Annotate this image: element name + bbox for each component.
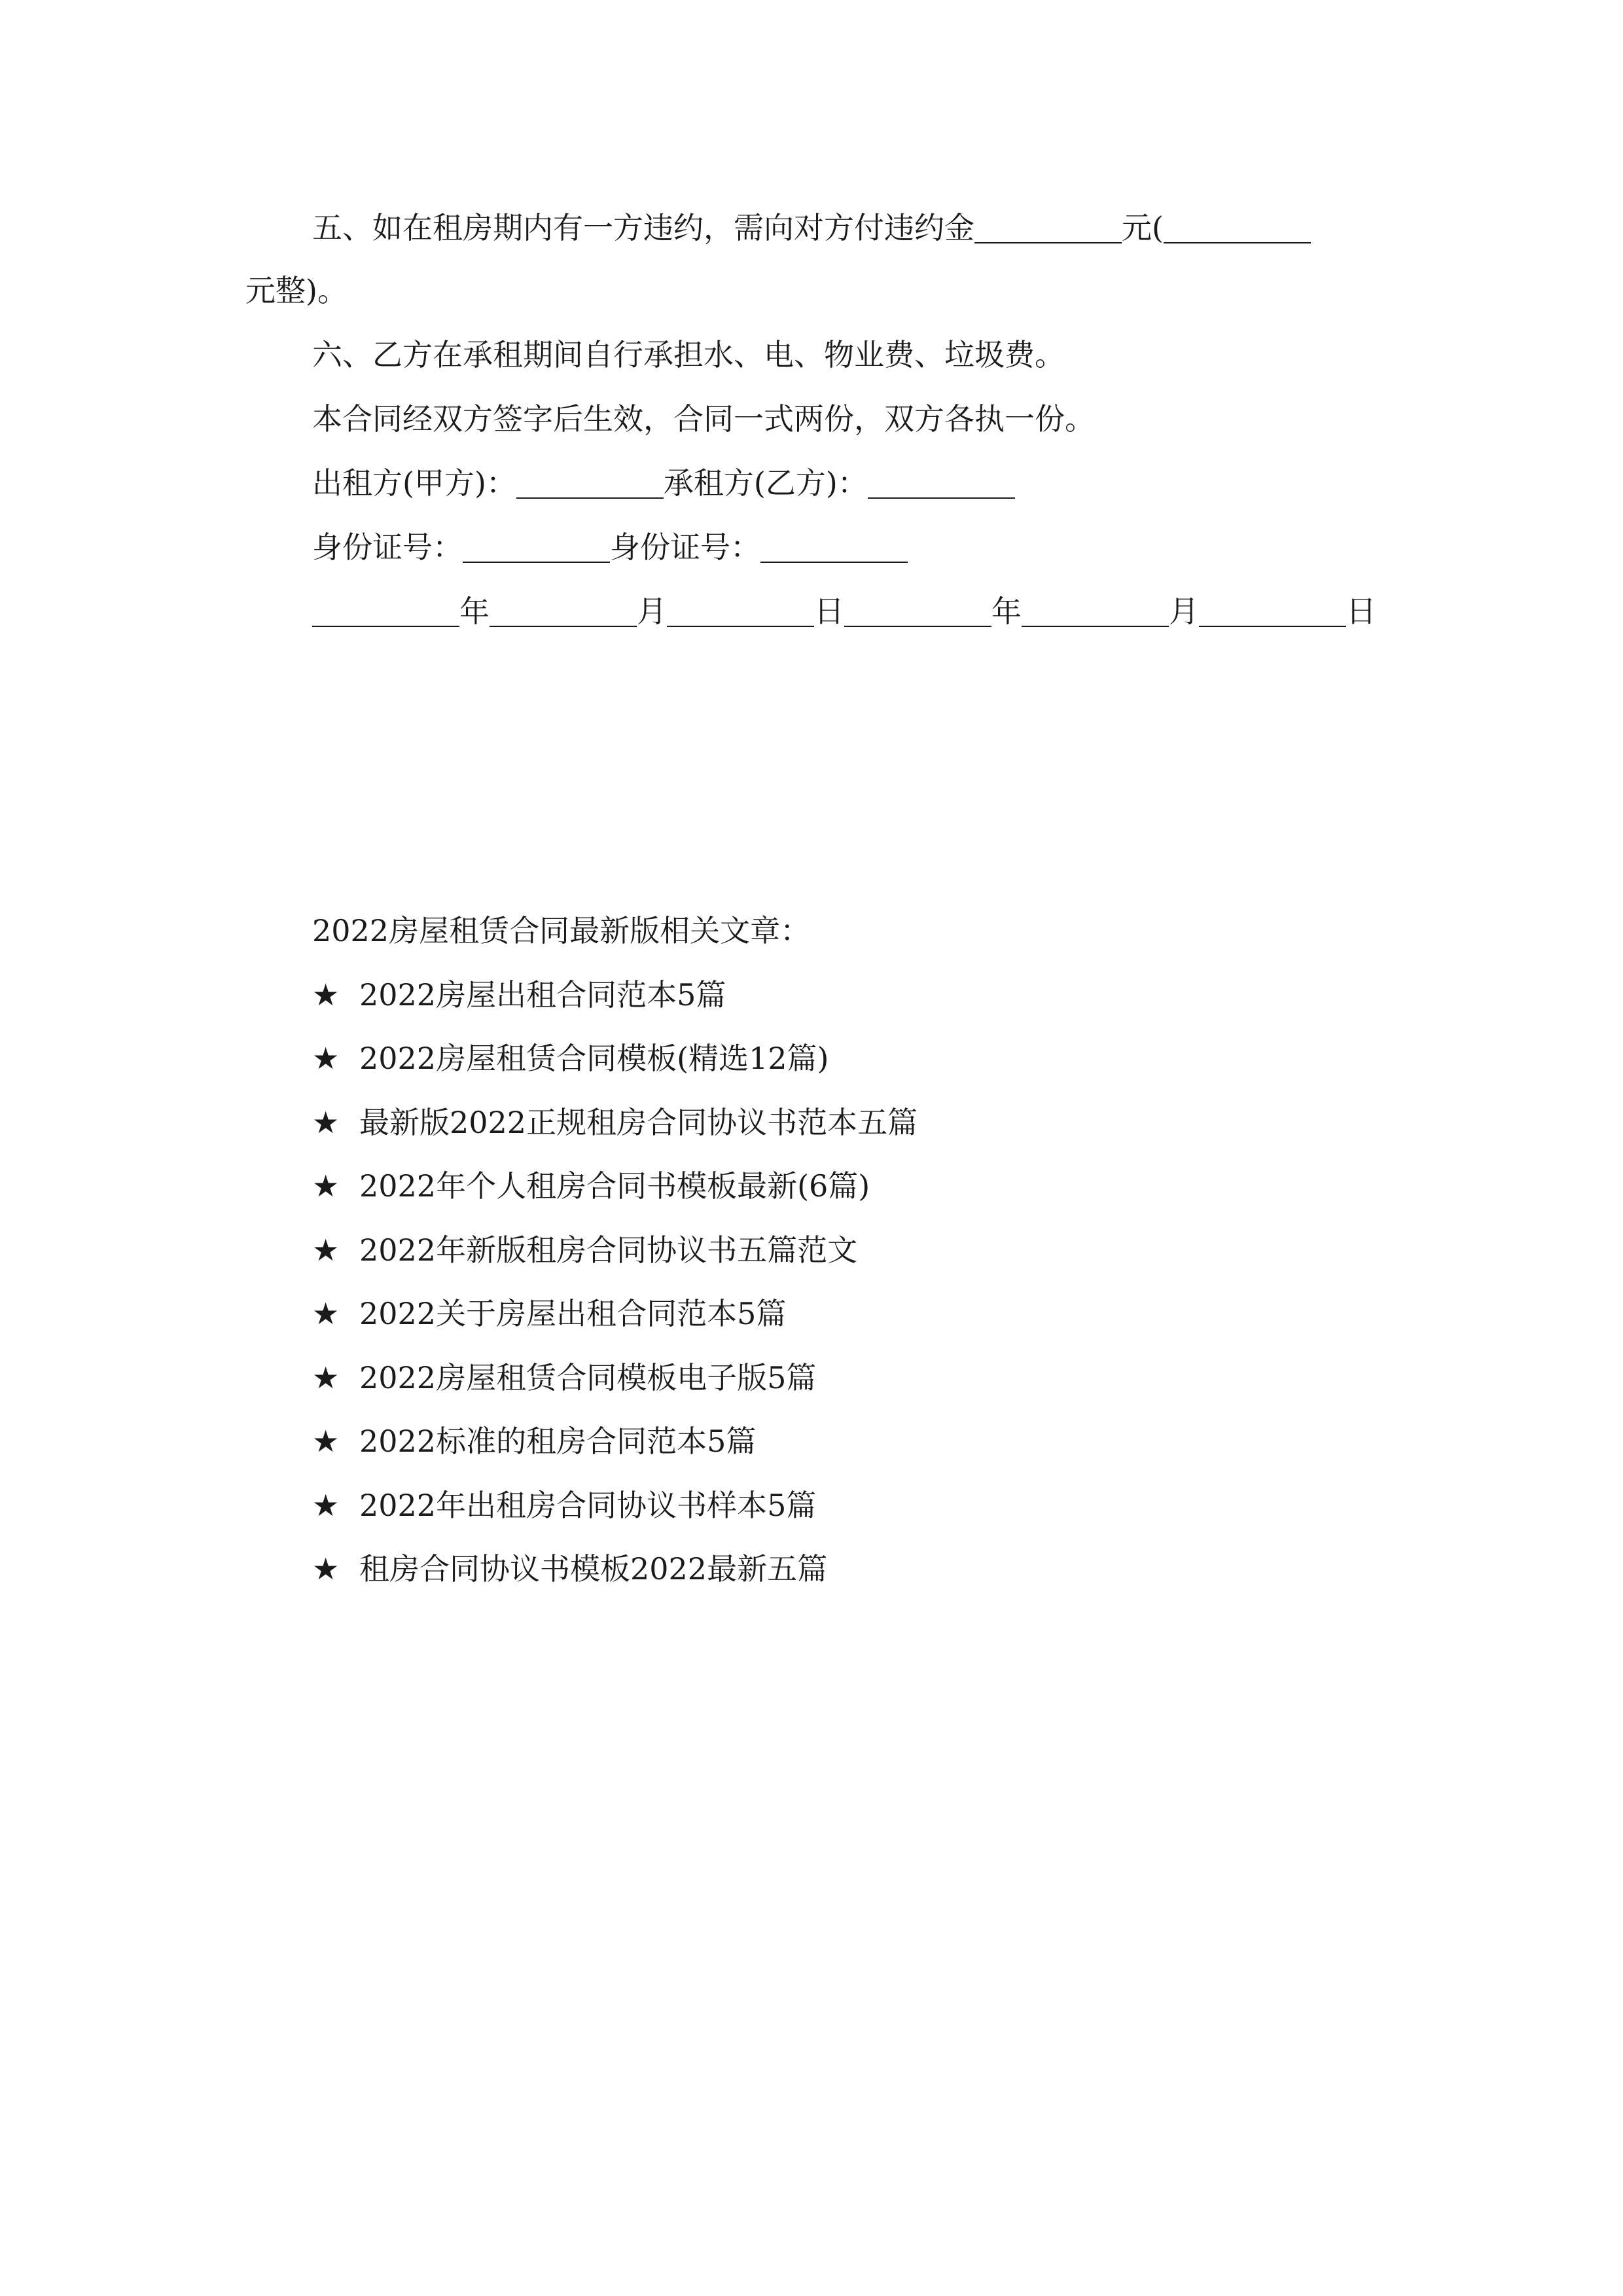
related-heading-text: 2022房屋租赁合同最新版相关文章：: [312, 913, 811, 948]
lessor-day-blank[interactable]: [667, 596, 814, 627]
lessee-year-blank[interactable]: [844, 596, 991, 627]
related-article-title[interactable]: 2022关于房屋出租合同范本5篇: [359, 1296, 787, 1331]
related-article-link[interactable]: [312, 975, 726, 1014]
clause-five-line2: [245, 271, 348, 310]
clause-five-end: 元整)。: [245, 273, 348, 308]
related-article-link[interactable]: [312, 1294, 786, 1333]
lessee-month-blank[interactable]: [1022, 596, 1169, 627]
lessor-label: 出租方(甲方)：: [312, 465, 516, 501]
related-article-title[interactable]: 2022标准的租房合同范本5篇: [359, 1424, 757, 1459]
related-article-link[interactable]: [312, 1486, 816, 1525]
star-icon: ★: [312, 1168, 340, 1204]
related-article-link[interactable]: [312, 1166, 870, 1206]
parties-line: [312, 463, 1015, 503]
penalty-amount-blank[interactable]: [974, 212, 1122, 243]
star-icon: ★: [312, 1105, 340, 1140]
clause-five-text: 五、如在租房期内有一方违约，需向对方付违约金: [312, 210, 974, 245]
effective-clause: [312, 399, 1095, 439]
lessee-day-label: 日: [1346, 594, 1376, 629]
lessor-year-label: 年: [459, 594, 490, 629]
penalty-amount-words-blank[interactable]: [1164, 212, 1311, 243]
related-article-title[interactable]: 2022房屋租赁合同模板(精选12篇): [359, 1041, 829, 1076]
star-icon: ★: [312, 1424, 340, 1459]
star-icon: ★: [312, 1232, 340, 1268]
lessor-id-label: 身份证号：: [312, 529, 463, 565]
lessee-id-label: 身份证号：: [610, 529, 760, 565]
related-article-link[interactable]: [312, 1230, 857, 1270]
star-icon: ★: [312, 1360, 340, 1395]
clause-five-yuan: 元(: [1122, 210, 1164, 245]
related-article-title[interactable]: 2022房屋租赁合同模板电子版5篇: [359, 1360, 817, 1395]
lessor-month-label: 月: [637, 594, 667, 629]
star-icon: ★: [312, 1551, 340, 1587]
lessor-signature-blank[interactable]: [516, 467, 664, 499]
star-icon: ★: [312, 1488, 340, 1523]
clause-six: [312, 335, 1065, 374]
lessee-signature-blank[interactable]: [868, 467, 1015, 499]
lessor-id-blank[interactable]: [463, 531, 610, 563]
lessee-label: 承租方(乙方)：: [663, 465, 868, 501]
date-line: [312, 592, 1376, 631]
related-article-link[interactable]: [312, 1422, 756, 1461]
related-articles-heading: [312, 911, 810, 950]
related-article-title[interactable]: 2022年出租房合同协议书样本5篇: [359, 1488, 817, 1523]
lessee-id-blank[interactable]: [760, 531, 908, 563]
related-article-title[interactable]: 租房合同协议书模板2022最新五篇: [359, 1551, 828, 1587]
star-icon: ★: [312, 1041, 340, 1076]
clause-five-line1: [312, 208, 1311, 247]
star-icon: ★: [312, 977, 340, 1013]
effective-text: 本合同经双方签字后生效，合同一式两份，双方各执一份。: [312, 401, 1095, 437]
related-article-link[interactable]: [312, 1039, 829, 1078]
clause-six-text: 六、乙方在承租期间自行承担水、电、物业费、垃圾费。: [312, 337, 1065, 372]
lessee-month-label: 月: [1169, 594, 1199, 629]
related-article-title[interactable]: 最新版2022正规租房合同协议书范本五篇: [359, 1105, 918, 1140]
lessee-day-blank[interactable]: [1199, 596, 1346, 627]
related-article-link[interactable]: [312, 1103, 918, 1142]
related-article-link[interactable]: [312, 1549, 827, 1588]
lessee-year-label: 年: [991, 594, 1022, 629]
lessor-day-label: 日: [814, 594, 844, 629]
id-number-line: [312, 528, 908, 567]
related-article-title[interactable]: 2022房屋出租合同范本5篇: [359, 977, 726, 1013]
lessor-year-blank[interactable]: [312, 596, 459, 627]
lessor-month-blank[interactable]: [490, 596, 637, 627]
related-article-title[interactable]: 2022年个人租房合同书模板最新(6篇): [359, 1168, 870, 1204]
related-article-title[interactable]: 2022年新版租房合同协议书五篇范文: [359, 1232, 858, 1268]
star-icon: ★: [312, 1296, 340, 1331]
related-article-link[interactable]: [312, 1358, 816, 1397]
